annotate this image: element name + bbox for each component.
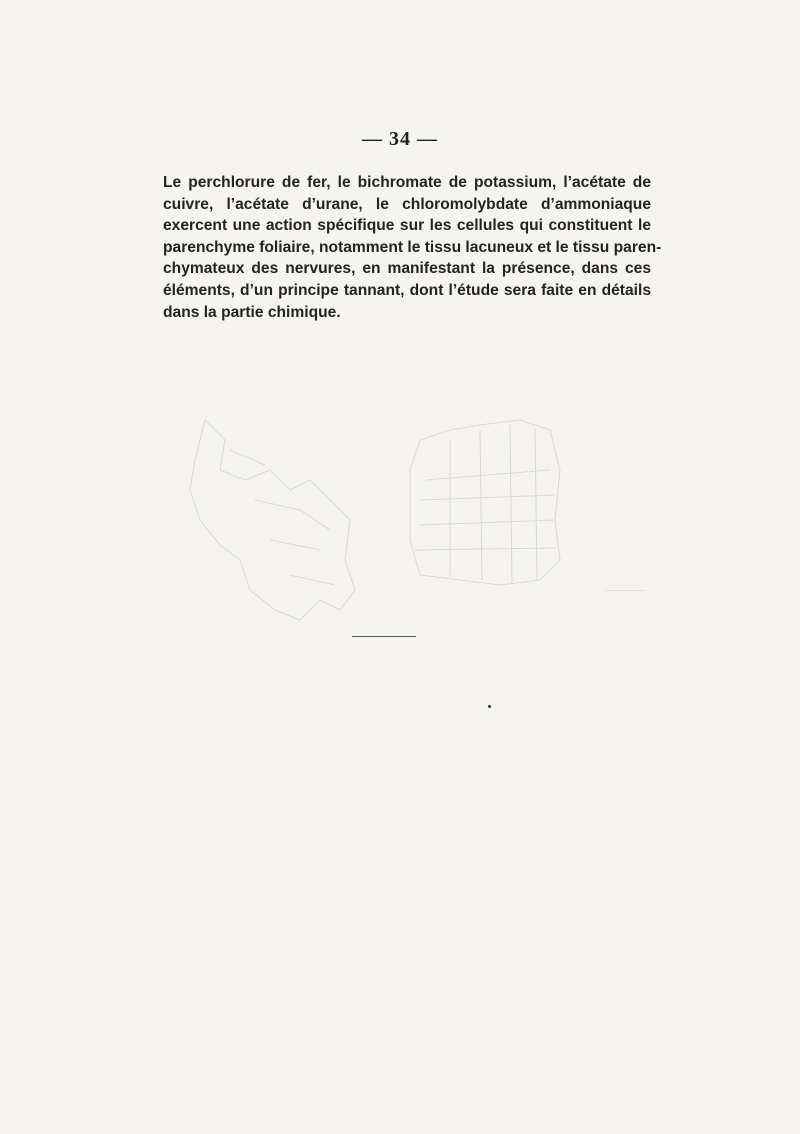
section-divider <box>352 636 416 637</box>
paragraph-line: parenchyme foliaire, notamment le tissu lacuneux et le tissu paren- <box>163 238 662 256</box>
ink-dot <box>488 705 491 708</box>
paragraph-line: dans la partie chimique. <box>163 303 341 321</box>
paragraph-line: cuivre, l’acétate d’urane, le chloromolybdate d’ammoniaque <box>163 195 651 213</box>
paragraph-line: chymateux des nervures, en manifestant la présence, dans ces <box>163 260 651 278</box>
paragraph-line: Le perchlorure de fer, le bichromate de potassium, l’acétate de <box>163 174 651 191</box>
page-number: — 34 — <box>362 128 438 150</box>
paragraph-line: exercent une action spécifique sur les cellules qui constituent le <box>163 217 651 235</box>
paragraph-line: éléments, d’un principe tannant, dont l’étude sera faite en détails <box>163 281 651 299</box>
body-paragraph <box>163 172 662 323</box>
